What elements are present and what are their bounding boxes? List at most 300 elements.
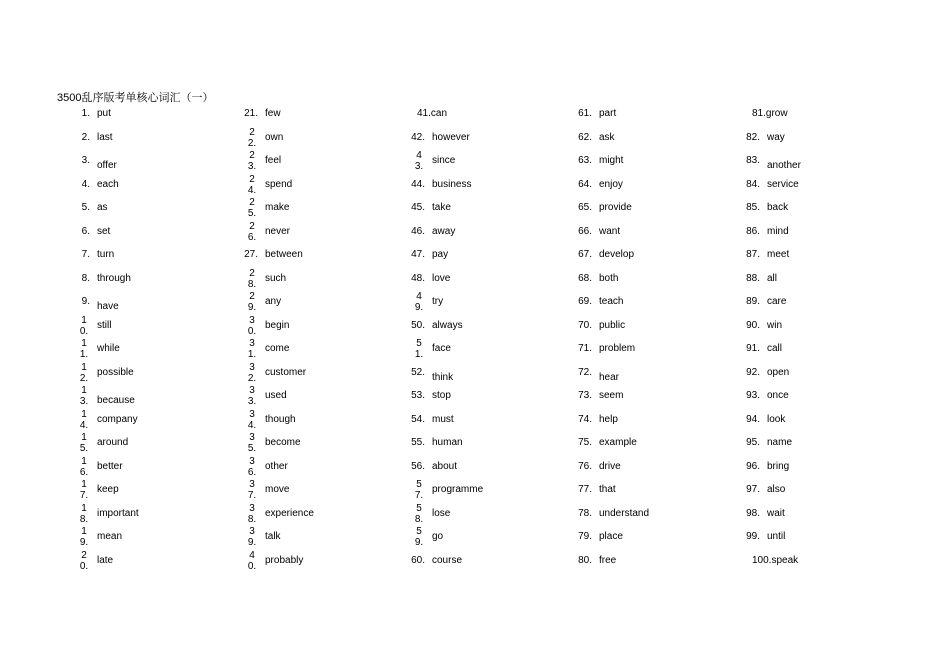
entry-word: try xyxy=(432,296,444,307)
entry-number: 1 9. xyxy=(79,526,89,548)
entry-number: 42. xyxy=(411,131,425,143)
entry-word: win xyxy=(767,319,783,331)
entry-word: programme xyxy=(432,484,484,495)
vocab-entry xyxy=(60,104,224,128)
vocab-column-5 xyxy=(730,104,894,574)
entry-number: 45. xyxy=(411,202,425,213)
entry-word: provide xyxy=(599,202,632,213)
vocab-entry xyxy=(395,245,559,269)
entry-word: stop xyxy=(432,390,451,401)
entry-number: 81.grow xyxy=(752,108,788,119)
vocab-entry xyxy=(60,339,224,363)
entry-word: love xyxy=(432,272,451,284)
vocab-entry xyxy=(730,292,894,316)
vocab-entry xyxy=(60,410,224,434)
entry-number: 70. xyxy=(578,319,592,331)
entry-number: 74. xyxy=(578,413,592,425)
entry-word: between xyxy=(265,249,303,260)
entry-number: 5 9. xyxy=(414,526,424,548)
vocab-entry xyxy=(730,410,894,434)
entry-number: 93. xyxy=(746,390,760,401)
entry-word: as xyxy=(97,202,108,213)
vocab-entry xyxy=(395,433,559,457)
entry-word: make xyxy=(265,202,290,213)
entry-word: example xyxy=(599,437,637,448)
vocab-entry xyxy=(60,551,224,575)
entry-word: about xyxy=(432,460,458,472)
vocab-entry xyxy=(395,198,559,222)
vocab-entry xyxy=(60,527,224,551)
vocab-entry xyxy=(228,386,392,410)
entry-word: spend xyxy=(265,178,293,190)
entry-number: 2 8. xyxy=(247,267,257,290)
entry-word: public xyxy=(599,319,626,331)
vocab-entry xyxy=(562,245,726,269)
entry-number: 44. xyxy=(411,178,425,190)
vocab-entry xyxy=(730,527,894,551)
entry-number: 98. xyxy=(746,507,760,519)
entry-number: 72. xyxy=(578,366,592,378)
entry-word: back xyxy=(767,202,789,213)
entry-number: 2 2. xyxy=(247,126,257,149)
entry-number: 1 3. xyxy=(79,385,89,407)
entry-number: 3 0. xyxy=(247,314,257,337)
entry-number: 62. xyxy=(578,131,592,143)
vocab-entry xyxy=(395,410,559,434)
entry-word: human xyxy=(432,437,463,448)
vocab-entry xyxy=(562,410,726,434)
entry-number: 2 9. xyxy=(247,291,257,313)
entry-word: turn xyxy=(97,249,115,260)
entry-word: come xyxy=(265,343,290,354)
vocab-entry xyxy=(395,339,559,363)
entry-number: 96. xyxy=(746,460,760,472)
entry-word: mind xyxy=(767,225,789,237)
entry-number: 89. xyxy=(746,296,760,307)
vocab-entry xyxy=(228,292,392,316)
entry-word: take xyxy=(432,202,451,213)
entry-number: 60. xyxy=(411,554,425,566)
entry-number: 1 7. xyxy=(79,479,89,501)
entry-word: other xyxy=(265,460,288,472)
vocab-entry xyxy=(730,245,894,269)
vocab-entry xyxy=(730,316,894,340)
vocab-entry xyxy=(730,457,894,481)
entry-word: must xyxy=(432,413,454,425)
entry-word: once xyxy=(767,390,789,401)
vocab-entry xyxy=(562,386,726,410)
entry-word: any xyxy=(265,296,282,307)
vocab-entry xyxy=(730,104,894,128)
vocab-entry xyxy=(228,245,392,269)
vocab-entry xyxy=(60,151,224,175)
vocab-entry xyxy=(730,269,894,293)
vocab-entry xyxy=(562,128,726,152)
entry-word: until xyxy=(767,531,786,542)
vocab-entry xyxy=(730,128,894,152)
entry-number: 52. xyxy=(411,366,425,378)
vocab-entry xyxy=(562,339,726,363)
vocab-entry xyxy=(228,363,392,387)
vocab-column-1 xyxy=(60,104,224,574)
entry-number: 66. xyxy=(578,225,592,237)
vocab-entry xyxy=(730,339,894,363)
vocab-entry xyxy=(730,222,894,246)
entry-number: 3 2. xyxy=(247,361,257,384)
entry-word: few xyxy=(265,108,281,119)
entry-number: 1 6. xyxy=(79,455,89,478)
vocab-entry xyxy=(228,269,392,293)
vocab-entry xyxy=(228,316,392,340)
entry-number: 50. xyxy=(411,319,425,331)
entry-word: all xyxy=(767,272,778,284)
vocab-entry xyxy=(60,269,224,293)
entry-word: around xyxy=(97,437,129,448)
entry-word: pay xyxy=(432,249,449,260)
entry-number: 95. xyxy=(746,437,760,448)
vocab-entry xyxy=(730,175,894,199)
vocab-entry xyxy=(562,504,726,528)
entry-word: away xyxy=(432,225,456,237)
vocabulary-grid xyxy=(60,104,840,574)
entry-word: talk xyxy=(265,531,281,542)
entry-number: 2 6. xyxy=(247,220,257,243)
entry-number: 3 1. xyxy=(247,338,257,360)
entry-word: late xyxy=(97,554,114,566)
entry-number: 4 9. xyxy=(414,291,424,313)
vocab-entry xyxy=(395,504,559,528)
entry-number: 41.can xyxy=(417,108,448,119)
vocab-entry xyxy=(395,457,559,481)
entry-word: however xyxy=(432,131,470,143)
vocab-entry xyxy=(228,527,392,551)
entry-number: 67. xyxy=(578,249,592,260)
entry-number: 2 5. xyxy=(247,197,257,219)
entry-number: 2 0. xyxy=(79,549,89,572)
vocab-entry xyxy=(562,104,726,128)
entry-word: teach xyxy=(599,296,624,307)
entry-word: move xyxy=(265,484,290,495)
vocab-entry xyxy=(562,457,726,481)
vocab-entry xyxy=(60,433,224,457)
entry-word: ask xyxy=(599,131,615,143)
entry-number: 8. xyxy=(81,272,90,284)
vocab-entry xyxy=(395,527,559,551)
vocab-entry xyxy=(395,128,559,152)
entry-word: call xyxy=(767,343,783,354)
vocab-entry xyxy=(395,175,559,199)
vocab-entry xyxy=(730,198,894,222)
vocab-entry xyxy=(562,527,726,551)
entry-word: while xyxy=(97,343,120,354)
vocab-entry xyxy=(395,480,559,504)
vocab-entry xyxy=(60,316,224,340)
entry-number: 65. xyxy=(578,202,592,213)
vocab-entry xyxy=(60,222,224,246)
vocab-entry xyxy=(562,316,726,340)
vocab-entry xyxy=(228,151,392,175)
entry-word: put xyxy=(97,108,111,119)
vocab-entry xyxy=(562,433,726,457)
entry-number: 1 1. xyxy=(79,338,89,360)
vocab-entry xyxy=(228,339,392,363)
entry-number: 94. xyxy=(746,413,760,425)
vocab-entry xyxy=(60,175,224,199)
entry-word: customer xyxy=(265,366,307,378)
vocab-entry xyxy=(60,198,224,222)
vocab-entry xyxy=(228,175,392,199)
entry-number: 92. xyxy=(746,366,760,378)
entry-number: 2. xyxy=(81,131,90,143)
entry-word: seem xyxy=(599,390,624,401)
vocab-entry xyxy=(228,551,392,575)
entry-word: another xyxy=(767,160,801,171)
entry-word: part xyxy=(599,108,617,119)
entry-number: 2 3. xyxy=(247,150,257,172)
entry-word: experience xyxy=(265,507,314,519)
entry-word: problem xyxy=(599,343,636,354)
entry-number: 46. xyxy=(411,225,425,237)
entry-word: own xyxy=(265,131,284,143)
vocab-entry xyxy=(228,433,392,457)
entry-word: think xyxy=(432,371,454,383)
entry-number: 3 3. xyxy=(247,385,257,407)
entry-number: 3 4. xyxy=(247,408,257,431)
vocab-entry xyxy=(562,292,726,316)
vocab-entry xyxy=(562,151,726,175)
entry-word: hear xyxy=(599,371,620,383)
entry-word: set xyxy=(97,225,111,237)
entry-word: mean xyxy=(97,531,123,542)
entry-word: used xyxy=(265,390,287,401)
entry-number: 75. xyxy=(578,437,592,448)
vocab-entry xyxy=(395,269,559,293)
entry-number: 80. xyxy=(578,554,592,566)
entry-number: 4. xyxy=(81,178,90,190)
entry-number: 3. xyxy=(81,155,90,166)
vocab-column-4 xyxy=(562,104,726,574)
vocab-entry xyxy=(395,292,559,316)
vocab-entry xyxy=(228,198,392,222)
entry-word: want xyxy=(599,225,621,237)
entry-word: enjoy xyxy=(599,178,623,190)
entry-word: such xyxy=(265,272,287,284)
vocab-entry xyxy=(562,175,726,199)
entry-number: 91. xyxy=(746,343,760,354)
entry-number: 90. xyxy=(746,319,760,331)
entry-word: free xyxy=(599,554,617,566)
entry-number: 5 1. xyxy=(414,338,424,360)
vocab-entry xyxy=(228,104,392,128)
entry-number: 1 4. xyxy=(79,408,89,431)
entry-word: have xyxy=(97,301,119,312)
entry-number: 88. xyxy=(746,272,760,284)
entry-word: might xyxy=(599,155,624,166)
vocab-entry xyxy=(562,269,726,293)
entry-number: 3 5. xyxy=(247,432,257,454)
entry-word: become xyxy=(265,437,301,448)
entry-word: face xyxy=(432,343,451,354)
vocab-column-3 xyxy=(395,104,559,574)
entry-word: offer xyxy=(97,160,117,171)
entry-word: help xyxy=(599,413,618,425)
entry-number: 2 4. xyxy=(247,173,257,196)
entry-number: 3 8. xyxy=(247,502,257,525)
entry-word: wait xyxy=(767,507,785,519)
vocab-entry xyxy=(730,386,894,410)
vocab-entry xyxy=(228,480,392,504)
entry-number: 87. xyxy=(746,249,760,260)
entry-word: open xyxy=(767,366,790,378)
entry-number: 97. xyxy=(746,484,760,495)
vocab-entry xyxy=(395,104,559,128)
entry-word: bring xyxy=(767,460,790,472)
entry-number: 83. xyxy=(746,155,760,166)
vocab-entry xyxy=(730,363,894,387)
vocab-entry xyxy=(228,128,392,152)
entry-word: also xyxy=(767,484,786,495)
entry-word: important xyxy=(97,507,139,519)
entry-number: 61. xyxy=(578,108,592,119)
vocab-entry xyxy=(228,457,392,481)
vocab-entry xyxy=(562,551,726,575)
entry-word: never xyxy=(265,225,291,237)
vocab-entry xyxy=(562,198,726,222)
entry-number: 84. xyxy=(746,178,760,190)
entry-number: 99. xyxy=(746,531,760,542)
entry-word: understand xyxy=(599,507,650,519)
entry-number: 86. xyxy=(746,225,760,237)
entry-number: 1 8. xyxy=(79,502,89,525)
entry-word: course xyxy=(432,554,463,566)
entry-number: 9. xyxy=(81,296,90,307)
entry-number: 3 6. xyxy=(247,455,257,478)
entry-number: 55. xyxy=(411,437,425,448)
entry-word: name xyxy=(767,437,793,448)
entry-number: 5. xyxy=(81,202,90,213)
entry-number: 79. xyxy=(578,531,592,542)
vocab-entry xyxy=(562,363,726,387)
entry-word: still xyxy=(97,319,112,331)
entry-word: begin xyxy=(265,319,290,331)
entry-word: both xyxy=(599,272,619,284)
vocab-entry xyxy=(60,128,224,152)
entry-word: better xyxy=(97,460,123,472)
entry-number: 4 0. xyxy=(247,549,257,572)
entry-word: that xyxy=(599,484,616,495)
entry-word: because xyxy=(97,395,135,406)
entry-number: 100.speak xyxy=(752,554,799,566)
vocab-entry xyxy=(395,551,559,575)
entry-number: 3 7. xyxy=(247,479,257,501)
vocab-entry xyxy=(60,363,224,387)
vocab-entry xyxy=(395,386,559,410)
vocab-entry xyxy=(60,504,224,528)
entry-word: go xyxy=(432,531,444,542)
vocab-entry xyxy=(60,386,224,410)
vocab-entry xyxy=(60,480,224,504)
entry-word: care xyxy=(767,296,787,307)
entry-word: place xyxy=(599,531,623,542)
vocab-entry xyxy=(395,222,559,246)
entry-number: 1. xyxy=(81,108,90,119)
vocab-entry xyxy=(730,504,894,528)
entry-number: 76. xyxy=(578,460,592,472)
vocab-column-2 xyxy=(228,104,392,574)
entry-word: develop xyxy=(599,249,635,260)
entry-number: 54. xyxy=(411,413,425,425)
entry-word: meet xyxy=(767,249,790,260)
vocab-entry xyxy=(562,480,726,504)
vocab-entry xyxy=(60,292,224,316)
entry-number: 7. xyxy=(81,249,90,260)
entry-number: 48. xyxy=(411,272,425,284)
vocab-entry xyxy=(60,457,224,481)
entry-word: probably xyxy=(265,554,304,566)
entry-word: though xyxy=(265,413,296,425)
entry-word: feel xyxy=(265,155,282,166)
entry-word: drive xyxy=(599,460,621,472)
entry-number: 47. xyxy=(411,249,425,260)
entry-number: 63. xyxy=(578,155,592,166)
entry-number: 5 7. xyxy=(414,479,424,501)
entry-word: through xyxy=(97,272,131,284)
vocab-entry xyxy=(228,410,392,434)
entry-word: lose xyxy=(432,507,451,519)
entry-word: possible xyxy=(97,366,134,378)
entry-number: 21. xyxy=(244,108,258,119)
vocab-entry xyxy=(228,504,392,528)
entry-word: business xyxy=(432,178,472,190)
entry-word: way xyxy=(767,131,785,143)
entry-number: 68. xyxy=(578,272,592,284)
page-title: 3500乱序版考单核心词汇（一） xyxy=(57,92,214,104)
entry-number: 85. xyxy=(746,202,760,213)
vocab-entry xyxy=(60,245,224,269)
vocab-entry xyxy=(730,433,894,457)
vocab-entry xyxy=(730,151,894,175)
entry-number: 4 3. xyxy=(414,150,424,172)
entry-word: always xyxy=(432,319,463,331)
entry-number: 1 0. xyxy=(79,314,89,337)
entry-number: 56. xyxy=(411,460,425,472)
entry-word: company xyxy=(97,413,138,425)
entry-number: 64. xyxy=(578,178,592,190)
entry-number: 77. xyxy=(578,484,592,495)
entry-word: look xyxy=(767,413,786,425)
entry-number: 78. xyxy=(578,507,592,519)
entry-number: 3 9. xyxy=(247,526,257,548)
vocab-entry xyxy=(562,222,726,246)
entry-number: 69. xyxy=(578,296,592,307)
entry-number: 82. xyxy=(746,131,760,143)
entry-word: since xyxy=(432,155,456,166)
vocab-entry xyxy=(395,316,559,340)
vocab-entry xyxy=(395,151,559,175)
vocab-entry xyxy=(730,480,894,504)
entry-number: 73. xyxy=(578,390,592,401)
entry-word: last xyxy=(97,131,113,143)
vocab-entry xyxy=(395,363,559,387)
vocab-entry xyxy=(228,222,392,246)
entry-word: service xyxy=(767,178,799,190)
entry-number: 1 2. xyxy=(79,361,89,384)
entry-number: 6. xyxy=(81,225,90,237)
entry-number: 53. xyxy=(411,390,425,401)
vocab-entry xyxy=(730,551,894,575)
entry-number: 1 5. xyxy=(79,432,89,454)
entry-word: each xyxy=(97,178,119,190)
